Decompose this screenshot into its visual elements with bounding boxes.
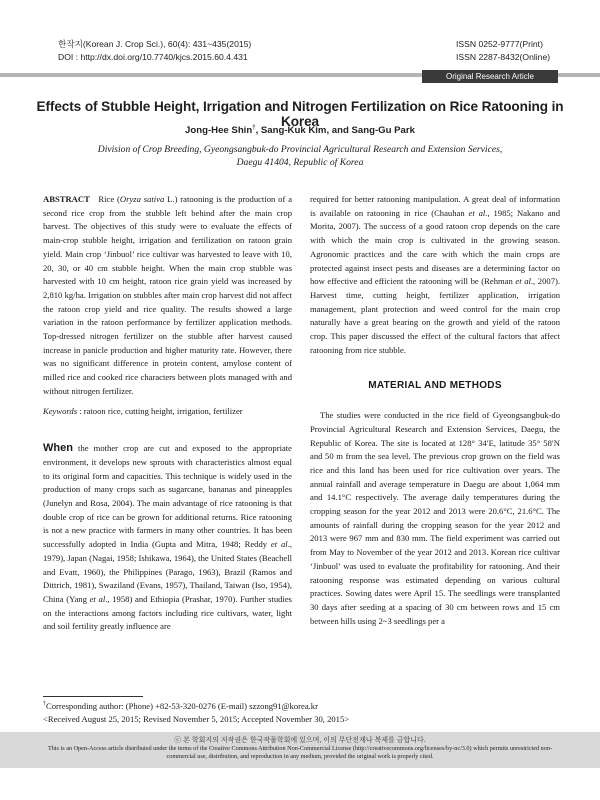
corresponding-author: Jong-Hee Shin bbox=[185, 125, 253, 137]
article-type-badge: Original Research Article bbox=[422, 70, 558, 83]
copyright-korean: ⓒ 본 학회지의 저작권은 한국작물학회에 있으며, 이의 무단전재나 복제를 금합니다. bbox=[174, 737, 426, 744]
abstract: ABSTRACT Rice (Oryza sativa L.) ratooning is the production of a second rice crop from the stubble left behind after the main crop harvest. The objectives of this study were to evaluate the effects of main-crop stubble height, irrigation and fertilization on ratoon grain yield. Main crop ‘Jinbuol’ rice cultivar was harvested to leave with 10, 20, 30, or 40 cm stubble height. When the main crop stubble was harvested with 10 cm height, ratoon rice grain yield was increased by 2,810 kg/ha. Irrigation on stubbles after main crop harvest did not affect the ratoon crop yield and rice quality. The results showed a large variation in the ratoon performance by fertilizer application methods. Top-dressed nitrogen fertilizer on the stubble after harvest caused increase in panicle production and higher maturity rate. However, there was no significant difference in protein content, amylose content of milled rice and cooked rice characters between plots managed with and without nitrogen fertilizer. bbox=[43, 194, 293, 396]
paper-title: Effects of Stubble Height, Irrigation and Nitrogen Fertilization on Rice Ratooning in Korea bbox=[36, 99, 564, 129]
doi-link[interactable]: DOI : http://dx.doi.org/10.7740/kjcs.2015.60.4.431 bbox=[58, 52, 248, 62]
license-text: This is an Open-Access article distributed under the terms of the Creative Commons Attribution Non-Commercial License (http://creativecommons.org/licenses/by-nc/3.0) which permits unrestricted non-commercial use, distribution, and reproduction in any medium, provided the original work is properly cited. bbox=[47, 745, 553, 760]
section-heading-methods: MATERIAL AND METHODS bbox=[368, 380, 502, 392]
footnote-rule bbox=[43, 696, 143, 697]
author-dagger: † bbox=[252, 125, 256, 131]
journal-citation: 한작지(Korean J. Crop Sci.), 60(4): 431~435(2015) bbox=[58, 39, 252, 49]
issn-print: ISSN 0252-9777(Print) bbox=[456, 39, 543, 49]
co-authors: , Sang-Kuk Kim, and Sang-Gu Park bbox=[255, 125, 415, 137]
issn-online: ISSN 2287-8432(Online) bbox=[456, 52, 551, 62]
intro-continuation: required for better ratooning manipulation. A great deal of information is available on ratooning in rice (Chauhan et al., 1985; Nakano and Morita, 2007). The success of a good ratoon crop depends on the care with which the main crop is cultivated in the growing season. Agronomic practices and the care with which the main crops are protected against insect pests and diseases are a determining factor on how effective and efficient the ratooning will be (Rehman et al., 2007). Harvest time, cutting height, fertilizer application, irrigation management, plant protection and weed control for the main crop naturally have a great bearing on the growth and yield of the ratoon crop. This paper discussed the effect of the cultural factors that affect ratooning from rice stubble. bbox=[310, 194, 561, 355]
author-list bbox=[30, 125, 570, 136]
species-name: Oryza sativa bbox=[119, 194, 165, 204]
issn-block bbox=[456, 38, 550, 64]
intro-paragraph: When the mother crop are cut and exposed to the appropriate environment, it develops new sprouts with characteristics almost equal to its original form and capacities. This technique is widely used in the production of many crops such as sugarcane, bananas and pineapples (Junelyn and Rosa, 2004). The main advantage of rice ratooning is that double crop of rice can be grown for additional returns. Rice ratooning is not a new practice with farmers in many other countries. It has been successfully adopted in India (Gupta and Mitra, 1948; Reddy et al., 1979), Japan (Nagai, 1958; Ishikawa, 1964), the United States (Beachell and Evatt, 1960), the Philippines (Parago, 1963), Brazil (Ramos and Dittrich, 1981), Swaziland (Evans, 1957), Thailand, Taiwan (Iso, 1954), China (Yang et al., 1958) and Ethiopia (Prashar, 1970). Further studies on the interactions among factors including rice cultivars, water, light and soil fertility greatly influence are bbox=[43, 442, 292, 632]
license-footer bbox=[0, 732, 600, 768]
journal-header bbox=[58, 38, 251, 64]
affiliation-line-2: Daegu 41404, Republic of Korea bbox=[236, 157, 364, 168]
affiliation bbox=[60, 143, 540, 169]
right-column bbox=[310, 193, 560, 628]
keywords-label: Keywords bbox=[43, 405, 78, 416]
received-dates: <Received August 25, 2015; Revised November 5, 2015; Accepted November 30, 2015> bbox=[43, 713, 350, 724]
keywords: Keywords : ratoon rice, cutting height, irrigation, fertilizer bbox=[43, 405, 243, 416]
methods-paragraph: The studies were conducted in the rice field of Gyeongsangbuk-do Provincial Agricultural Research and Extension Services, Daegu, the Republic of Korea. The site is located at 128° 34′E, latitude 35° 58′N and 50 m from the sea level. The previous crop grown on the field was rice and this land has been used for rice cultivation over years. The annual rainfall and average temperature in Daegu are about 1,064 mm and 14.1°C respectively. The average daily temperatures during the cropping season for the year 2012 and 2013 were 20.6°C, 21.6°C. The amounts of rainfall during the cropping season for the year 2012 and 2013 were 967 mm and 830 mm. The field experiment was carried out from May to November of the year 2012 and 2013. Korean rice cultivar ‘Jinbuol’ was used to evaluate the profitability for ratooning. And their ratooning response was estimated depending on various cultural practices. Sowing dates were April 15. The seedlings were transplanted 30 days after seeding at a spacing of 30 cm between rows and 15 cm between hills using 2~3 seedlings per a bbox=[310, 410, 560, 626]
abstract-label: ABSTRACT bbox=[43, 194, 90, 204]
footnote bbox=[43, 698, 558, 726]
left-column bbox=[43, 193, 292, 634]
affiliation-line-1: Division of Crop Breeding, Gyeongsangbuk-do Provincial Agricultural Research and Extension Services, bbox=[97, 144, 503, 155]
corresponding-author-note: †Corresponding author: (Phone) +82-53-320-0276 (E-mail) szzong91@korea.kr bbox=[43, 700, 318, 711]
drop-cap: When bbox=[43, 442, 73, 455]
